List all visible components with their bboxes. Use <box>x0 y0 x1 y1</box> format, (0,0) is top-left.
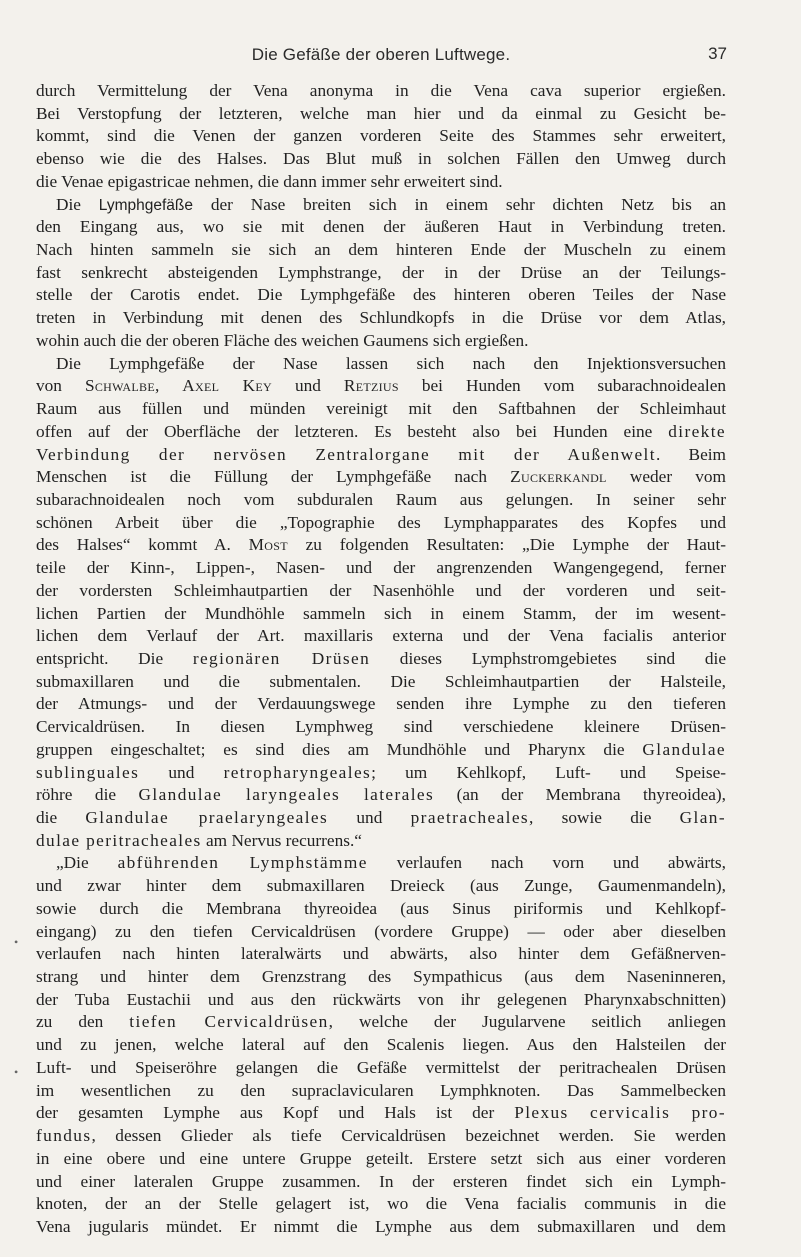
text-line <box>36 1148 726 1171</box>
text-line <box>36 148 726 171</box>
text-line <box>36 125 726 148</box>
text-line <box>36 966 726 989</box>
text-run: Die Lymphgefäße der Nase lassen sich nach den Injektionsversuchen <box>56 353 726 373</box>
text-line <box>36 534 726 557</box>
text-run: und zu jenen, welche lateral auf den Scalenis liegen. Aus den Halsteilen der <box>36 1035 726 1055</box>
emphasized-term: tiefen Cervicaldrüsen <box>129 1012 329 1032</box>
text-line <box>36 852 726 875</box>
emphasized-term: Glandulae praelaryngeales <box>85 808 329 827</box>
text-line <box>36 80 726 103</box>
text-run: kommt, sind die Venen der ganzen vorderen Seite des Stammes sehr erweitert, <box>36 126 726 146</box>
text-line <box>36 989 726 1012</box>
text-run: bei Hunden vom subarachnoidealen <box>398 376 727 396</box>
author-name: Retzius <box>343 376 399 396</box>
text-run: des Halses“ kommt A. <box>36 535 249 555</box>
author-name: Schwalbe <box>84 376 155 396</box>
text-line <box>36 375 726 398</box>
emphasized-term: dulae peritracheales <box>36 830 202 850</box>
text-run: die <box>36 808 86 827</box>
text-run: von <box>36 376 85 396</box>
text-line <box>36 284 726 307</box>
text-line <box>36 739 726 762</box>
text-run: sowie durch die Membrana thyreoidea (aus Sinus piriformis und Kehlkopf- <box>36 898 726 918</box>
text-run: subarachnoidealen noch vom subduralen Raum aus gelungen. In seiner sehr <box>36 489 726 509</box>
text-line <box>36 671 726 694</box>
text-run: ebenso wie die des Halses. Das Blut muß in solchen Fällen den Umweg durch <box>36 149 726 169</box>
text-run: schönen Arbeit über die „Topographie des Lymphapparates des Kopfes und <box>36 512 726 532</box>
text-line <box>36 216 726 239</box>
text-run: lichen dem Verlauf der Art. maxillaris externa und der Vena facialis anterior <box>36 626 726 646</box>
text-run: Nach hinten sammeln sie sich an dem hinteren Ende der Muscheln zu einem <box>36 240 726 260</box>
text-line <box>36 830 726 853</box>
body-text <box>36 80 726 1239</box>
text-line <box>36 239 726 262</box>
text-run: , dessen Glieder als tiefe Cervicaldrüsen bezeichnet werden. Sie werden <box>91 1126 726 1146</box>
text-line <box>36 1171 726 1194</box>
text-run: Vena jugularis mündet. Er nimmt die Lymphe aus dem submaxillaren und dem <box>36 1216 726 1236</box>
text-line <box>36 421 726 444</box>
text-run: Raum aus füllen und münden vereinigt mit den Saftbahnen der Schleimhaut <box>36 399 726 419</box>
text-run: gruppen eingeschaltet; es sind dies am Mundhöhle und Pharynx die <box>36 739 643 759</box>
text-run: wohin auch die der oberen Fläche des weichen Gaumens sich ergießen. <box>36 330 529 350</box>
emphasized-term: abführenden Lymphstämme <box>117 853 368 873</box>
text-run: der vordersten Schleimhautpartien der Nasenhöhle und der vorderen und seit- <box>36 580 726 600</box>
text-run: und <box>271 376 344 396</box>
text-run: offen auf der Oberfläche der letzteren. Es besteht also bei Hunden eine <box>36 421 669 441</box>
text-run: der Nase breiten sich in einem sehr dichten Netz bis an <box>193 194 727 214</box>
text-run: Luft- und Speiseröhre gelangen die Gefäße vermittelst der peritrachealen Drüsen <box>36 1057 726 1077</box>
text-run: Menschen ist die Füllung der Lymphgefäße nach <box>36 467 511 487</box>
emphasized-term: retropharyngeales <box>223 762 372 782</box>
text-line <box>36 943 726 966</box>
text-line <box>36 603 726 626</box>
text-run: den Eingang aus, wo sie mit denen der äußeren Haut in Verbindung treten. <box>36 217 726 237</box>
text-run: zu den <box>36 1012 130 1032</box>
text-line <box>36 1057 726 1080</box>
text-run: Bei Verstopfung der letzteren, welche man hier und da einmal zu Gesicht be- <box>36 103 726 123</box>
running-head <box>36 0 726 66</box>
text-line <box>36 557 726 580</box>
text-line <box>36 1034 726 1057</box>
text-run: „Die <box>56 853 118 873</box>
text-run: der gesamten Lymphe aus Kopf und Hals ist der <box>36 1103 515 1123</box>
text-line <box>36 194 726 217</box>
text-line <box>36 307 726 330</box>
text-run: zu folgenden Resultaten: „Die Lymphe der Haut- <box>287 535 726 555</box>
text-run: Cervicaldrüsen. In diesen Lymphweg sind verschiedene kleinere Drüsen- <box>36 717 726 737</box>
author-name: Zuckerkandl <box>510 467 607 487</box>
text-run: fast senkrecht absteigenden Lymphstrange, der in der Drüse an der Teilungs- <box>36 262 726 282</box>
text-line <box>36 398 726 421</box>
text-run: Die <box>56 194 99 214</box>
text-run: und einer lateralen Gruppe zusammen. In der ersteren findet sich ein Lymph- <box>36 1171 726 1191</box>
book-page <box>36 0 726 1257</box>
text-line <box>36 625 726 648</box>
text-run: , <box>154 376 183 396</box>
text-run: der Tuba Eustachii und aus den rückwärts von ihr gelegenen Pharynxabschnitten) <box>36 989 726 1009</box>
text-run: und zwar hinter dem submaxillaren Dreieck (aus Zunge, Gaumenmandeln), <box>36 876 726 896</box>
text-run: weder vom <box>606 467 726 487</box>
text-run: entspricht. Die <box>36 648 193 668</box>
text-line <box>36 921 726 944</box>
text-line <box>36 648 726 671</box>
text-run: Lymphgefäße <box>98 196 194 214</box>
text-line <box>36 1125 726 1148</box>
text-run: lichen Partien der Mundhöhle sammeln sich in einem Stamm, der im wesent- <box>36 603 726 623</box>
emphasized-term: sublinguales <box>36 762 140 782</box>
text-line <box>36 807 726 830</box>
text-line <box>36 444 726 467</box>
emphasized-term: Glan- <box>679 808 727 827</box>
text-line <box>36 489 726 512</box>
text-line <box>36 171 726 194</box>
text-line <box>36 762 726 785</box>
emphasized-term: direkte <box>668 421 726 441</box>
text-line <box>36 330 726 353</box>
text-line <box>36 1102 726 1125</box>
text-run: und <box>328 808 411 827</box>
emphasized-term: Verbindung der nervösen Zentralorgane mit der Außenwelt. <box>36 444 662 464</box>
text-run: teile der Kinn-, Lippen-, Nasen- und der angrenzenden Wangengegend, ferner <box>36 558 726 578</box>
emphasized-term: Glandulae <box>642 739 726 759</box>
text-run: stelle der Carotis endet. Die Lymphgefäße des hinteren oberen Teiles der Nase <box>36 285 726 305</box>
text-line <box>36 466 726 489</box>
text-line <box>36 784 726 807</box>
text-run: strang und hinter dem Grenzstrang des Sympathicus (aus dem Naseninneren, <box>36 967 726 987</box>
text-run: ; um Kehlkopf, Luft- und Speise- <box>371 762 726 782</box>
text-line <box>36 693 726 716</box>
text-line <box>36 1216 726 1239</box>
text-run: treten in Verbindung mit denen des Schlundkopfs in die Drüse vor dem Atlas, <box>36 308 726 328</box>
margin-mark: • <box>14 1065 19 1079</box>
emphasized-term: fundus <box>36 1126 92 1146</box>
page-number: 37 <box>708 44 727 63</box>
running-head-title: Die Gefäße der oberen Luftwege. <box>251 45 511 64</box>
text-run: Beim <box>661 444 726 464</box>
text-run: und <box>139 762 224 782</box>
text-run: am Nervus recurrens.“ <box>201 830 362 850</box>
text-line <box>36 1080 726 1103</box>
text-run: die Venae epigastricae nehmen, die dann immer sehr erweitert sind. <box>36 171 503 191</box>
text-run: eingang) zu den tiefen Cervicaldrüsen (vordere Gruppe) — oder aber dieselben <box>36 921 726 941</box>
text-run: , welche der Jugularvene seitlich anliegen <box>328 1012 726 1032</box>
text-run: verlaufen nach vorn und abwärts, <box>367 853 726 873</box>
text-run: in eine obere und eine untere Gruppe geteilt. Erstere setzt sich aus einer vorderen <box>36 1148 726 1168</box>
text-run: röhre die <box>36 785 139 805</box>
emphasized-term: regionären Drüsen <box>192 648 371 668</box>
author-name: Axel Key <box>182 376 272 396</box>
text-run: verlaufen nach hinten lateralwärts und abwärts, also hinter dem Gefäßnerven- <box>36 944 726 964</box>
text-line <box>36 1193 726 1216</box>
text-line <box>36 716 726 739</box>
text-run: knoten, der an der Stelle gelagert ist, wo die Vena facialis communis in die <box>36 1194 726 1214</box>
text-run: submaxillaren und die submentalen. Die Schleimhautpartien der Halsteile, <box>36 671 726 691</box>
emphasized-term: praetracheales <box>410 808 530 827</box>
author-name: Most <box>248 535 288 555</box>
text-run: im wesentlichen zu den supraclavicularen Lymphknoten. Das Sammelbecken <box>36 1080 726 1100</box>
text-run: durch Vermittelung der Vena anonyma in die Vena cava superior ergießen. <box>36 81 726 100</box>
text-line <box>36 1011 726 1034</box>
text-line <box>36 353 726 376</box>
text-run: (an der Membrana thyreoidea), <box>434 785 726 805</box>
text-run: der Atmungs- und der Verdauungswege senden ihre Lymphe zu den tieferen <box>36 694 726 714</box>
text-line <box>36 103 726 126</box>
text-run: dieses Lymphstromgebietes sind die <box>370 648 726 668</box>
text-line <box>36 898 726 921</box>
text-line <box>36 580 726 603</box>
margin-mark: • <box>14 935 19 949</box>
text-line <box>36 262 726 285</box>
text-line <box>36 512 726 535</box>
emphasized-term: Plexus cervicalis pro- <box>514 1103 727 1123</box>
text-run: , sowie die <box>529 808 680 827</box>
emphasized-term: Glandulae laryngeales laterales <box>138 785 435 805</box>
text-line <box>36 875 726 898</box>
